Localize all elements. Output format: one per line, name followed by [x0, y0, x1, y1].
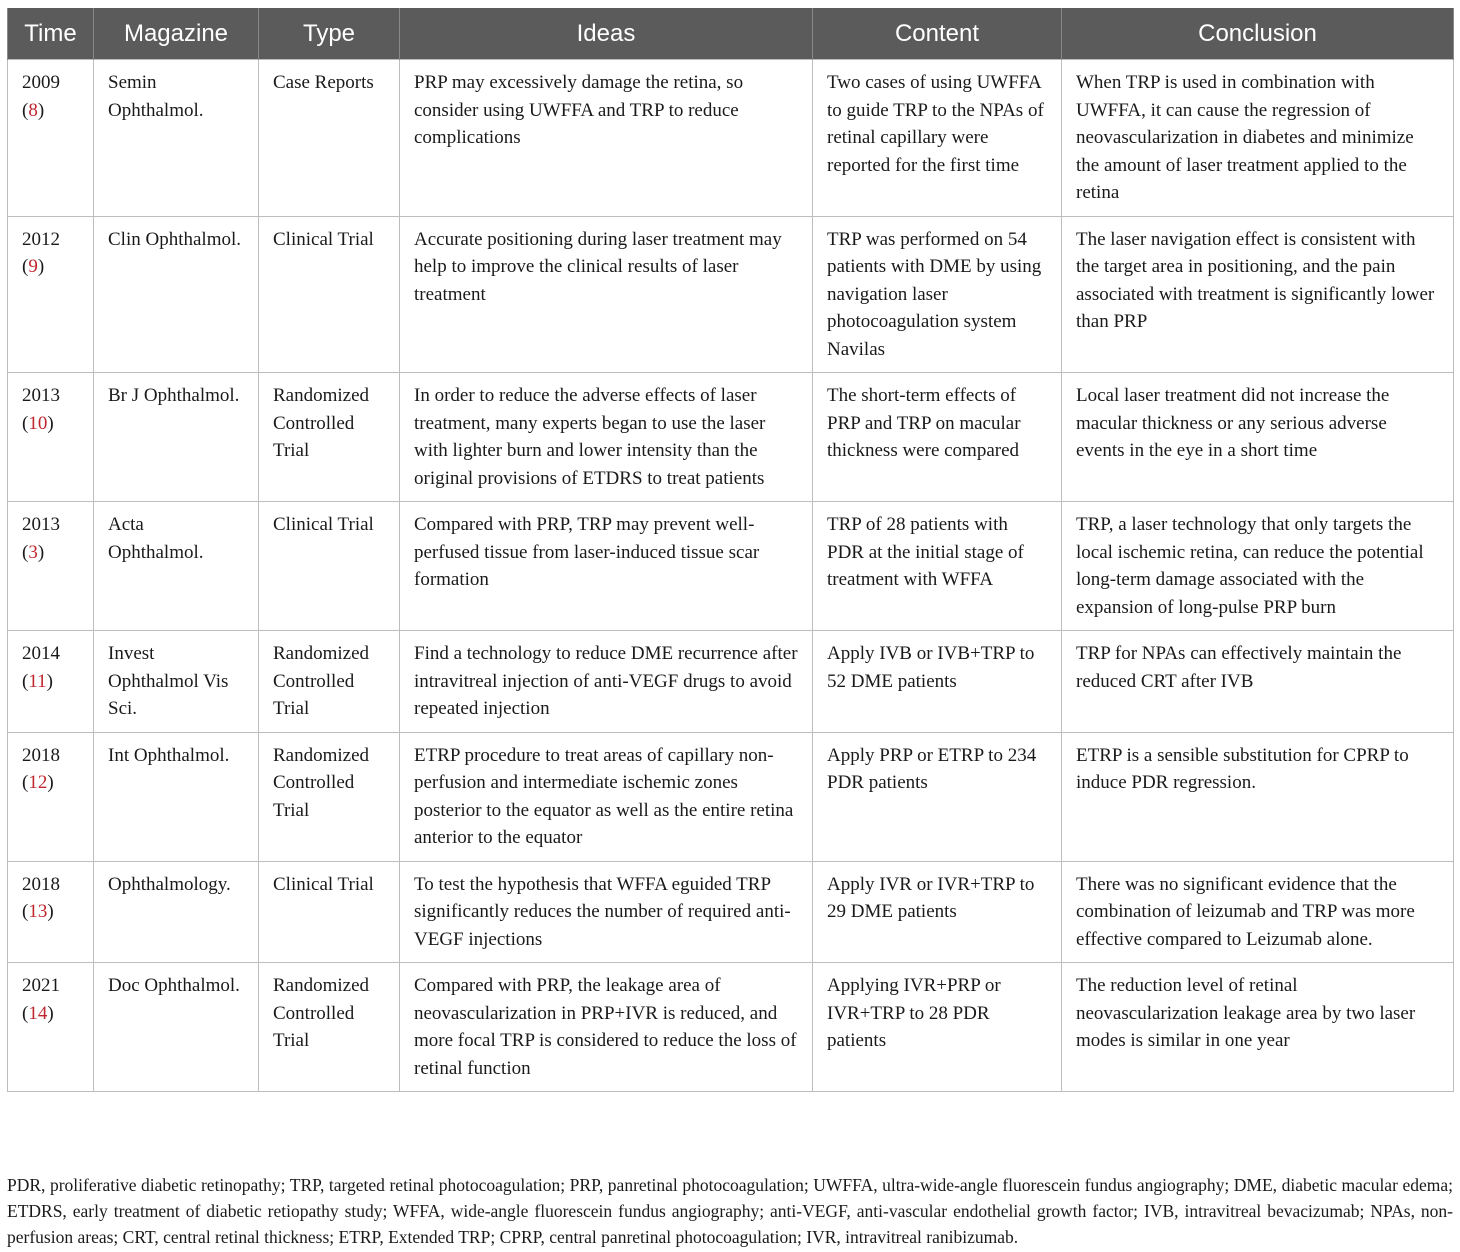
reference-link[interactable]: 13 — [28, 901, 48, 922]
conclusion-cell: ETRP is a sensible substitution for CPRP to induce PDR regression. — [1062, 732, 1454, 861]
content-cell: TRP was performed on 54 patients with DME by using navigation laser photocoagulation system Navilas — [813, 216, 1062, 373]
ideas-cell: ETRP procedure to treat areas of capillary non-perfusion and intermediate ischemic zones posterior to the equator as well as the entire retina anterior to the equator — [400, 732, 813, 861]
reference-link[interactable]: 3 — [28, 541, 38, 563]
time-cell: 2013 (3) — [8, 502, 94, 631]
conclusion-cell: When TRP is used in combination with UWFFA, it can cause the regression of neovascularization in diabetes and minimize the amount of laser treatment applied to the retina — [1062, 60, 1454, 217]
year: 2012 — [22, 228, 60, 250]
type-cell: Clinical Trial — [259, 861, 400, 963]
content-cell: Applying IVR+PRP or IVR+TRP to 28 PDR patients — [813, 963, 1062, 1092]
type-cell: Randomized Controlled Trial — [259, 963, 400, 1092]
type-cell: Randomized Controlled Trial — [259, 631, 400, 733]
magazine-cell: Acta Ophthalmol. — [94, 502, 259, 631]
time-cell: 2018 (12) — [8, 732, 94, 861]
content-cell: Apply IVR or IVR+TRP to 29 DME patients — [813, 861, 1062, 963]
time-cell: 2012 (9) — [8, 216, 94, 373]
magazine-cell: Invest Ophthalmol Vis Sci. — [94, 631, 259, 733]
reference-link[interactable]: 11 — [28, 670, 47, 692]
header-content: Content — [813, 8, 1062, 60]
table-row — [8, 963, 1454, 1092]
content-cell: Apply IVB or IVB+TRP to 52 DME patients — [813, 631, 1062, 733]
ideas-cell: Compared with PRP, the leakage area of neovascularization in PRP+IVR is reduced, and more focal TRP is considered to reduce the loss of retinal function — [400, 963, 813, 1092]
magazine-cell: Int Ophthalmol. — [94, 732, 259, 861]
ideas-cell: PRP may excessively damage the retina, so consider using UWFFA and TRP to reduce complications — [400, 60, 813, 217]
magazine-cell: Ophthalmology. — [94, 861, 259, 963]
table-row — [8, 631, 1454, 733]
time-cell: 2013 (10) — [8, 373, 94, 502]
header-type: Type — [259, 8, 400, 60]
ideas-cell: In order to reduce the adverse effects of laser treatment, many experts began to use the laser with lighter burn and lower intensity than the original provisions of ETDRS to treat patients — [400, 373, 813, 502]
time-cell: 2021 (14) — [8, 963, 94, 1092]
table-row — [8, 373, 1454, 502]
year: 2013 — [22, 385, 60, 406]
year: 2018 — [22, 744, 60, 766]
header-ideas: Ideas — [400, 8, 813, 60]
magazine-cell: Br J Ophthalmol. — [94, 373, 259, 502]
header-time: Time — [8, 8, 94, 60]
table-row — [8, 732, 1454, 861]
time-cell: 2018 (13) — [8, 861, 94, 963]
conclusion-cell: TRP, a laser technology that only targets the local ischemic retina, can reduce the potential long-term damage associated with the expansion of long-pulse PRP burn — [1062, 502, 1454, 631]
type-cell: Clinical Trial — [259, 502, 400, 631]
header-row — [8, 8, 1454, 60]
year: 2013 — [22, 514, 60, 535]
reference-link[interactable]: 9 — [28, 256, 38, 277]
reference-link[interactable]: 8 — [28, 99, 38, 121]
type-cell: Case Reports — [259, 60, 400, 217]
conclusion-cell: There was no significant evidence that the combination of leizumab and TRP was more effective compared to Leizumab alone. — [1062, 861, 1454, 963]
year: 2018 — [22, 873, 60, 895]
conclusion-cell: The laser navigation effect is consistent with the target area in positioning, and the pain associated with treatment is significantly lower than PRP — [1062, 216, 1454, 373]
type-cell: Clinical Trial — [259, 216, 400, 373]
table-row — [8, 216, 1454, 373]
type-cell: Randomized Controlled Trial — [259, 732, 400, 861]
content-cell: Apply PRP or ETRP to 234 PDR patients — [813, 732, 1062, 861]
reference-link[interactable]: 12 — [28, 772, 48, 793]
ideas-cell: To test the hypothesis that WFFA eguided TRP significantly reduces the number of required anti-VEGF injections — [400, 861, 813, 963]
magazine-cell: Doc Ophthalmol. — [94, 963, 259, 1092]
table-footnote: PDR, proliferative diabetic retinopathy; TRP, targeted retinal photocoagulation; PRP, panretinal photocoagulation; UWFFA, ultra-wide-angle fluorescein fundus angiography; DME, diabetic macular edema; ETDRS, early treatment of diabetic retiopathy study; WFFA, wide-angle fluorescein fundus angiography; anti-VEGF, anti-vascular endothelial growth factor; IVB, intravitreal bevacizumab; NPAs, non-perfusion areas; CRT, central retinal thickness; ETRP, Extended TRP; CPRP, central panretinal photocoagulation; IVR, intravitreal ranibizumab. — [7, 1175, 1453, 1247]
magazine-cell: Clin Ophthalmol. — [94, 216, 259, 373]
reference-link[interactable]: 10 — [28, 412, 48, 434]
year: 2009 — [22, 72, 60, 93]
type-cell: Randomized Controlled Trial — [259, 373, 400, 502]
conclusion-cell: Local laser treatment did not increase the macular thickness or any serious adverse events in the eye in a short time — [1062, 373, 1454, 502]
conclusion-cell: The reduction level of retinal neovascularization leakage area by two laser modes is similar in one year — [1062, 963, 1454, 1092]
magazine-cell: Semin Ophthalmol. — [94, 60, 259, 217]
content-cell: Two cases of using UWFFA to guide TRP to the NPAs of retinal capillary were reported for the first time — [813, 60, 1062, 217]
ideas-cell: Accurate positioning during laser treatment may help to improve the clinical results of laser treatment — [400, 216, 813, 373]
table-row — [8, 60, 1454, 217]
table-row — [8, 502, 1454, 631]
time-cell: 2014 (11) — [8, 631, 94, 733]
content-cell: The short-term effects of PRP and TRP on macular thickness were compared — [813, 373, 1062, 502]
ideas-cell: Find a technology to reduce DME recurrence after intravitreal injection of anti-VEGF drugs to avoid repeated injection — [400, 631, 813, 733]
time-cell: 2009 (8) — [8, 60, 94, 217]
table-row — [8, 861, 1454, 963]
year: 2014 — [22, 643, 60, 664]
reference-link[interactable]: 14 — [28, 1002, 48, 1024]
header-conclusion: Conclusion — [1062, 8, 1454, 60]
conclusion-cell: TRP for NPAs can effectively maintain the reduced CRT after IVB — [1062, 631, 1454, 733]
content-cell: TRP of 28 patients with PDR at the initial stage of treatment with WFFA — [813, 502, 1062, 631]
header-magazine: Magazine — [94, 8, 259, 60]
studies-table — [7, 8, 1454, 1092]
ideas-cell: Compared with PRP, TRP may prevent well-perfused tissue from laser-induced tissue scar formation — [400, 502, 813, 631]
year: 2021 — [22, 975, 60, 996]
